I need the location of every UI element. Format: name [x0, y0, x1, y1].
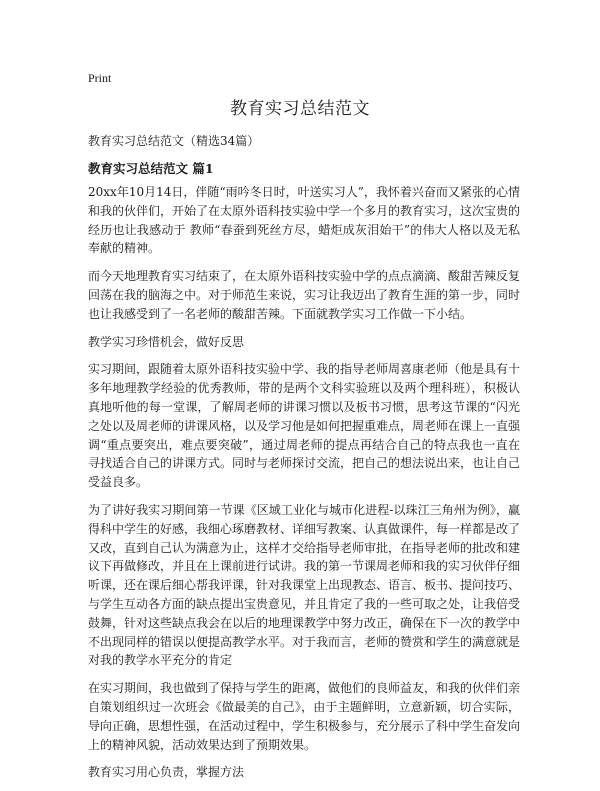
subheading-education-practice: 教育实习用心负责，掌握方法: [88, 765, 245, 780]
print-label: Print: [88, 71, 112, 85]
paragraph-summary: 而今天地理教育实习结束了，在太原外语科技实验中学的点点滴滴、酸甜苦辣反复回荡在我的脑海之中。对于师范生来说，实习让我迈出了教育生涯的第一步，同时也让我感受到了一名老师的酸甜苦辣。下面就教学实习工作做一下小结。: [88, 269, 521, 321]
paragraph-intro: 20xx年10月14日，伴随“雨吟冬日时，叶送实习人”，我怀着兴奋而又紧张的心情和我的伙伴们，开始了在太原外语科技实验中学一个多月的教育实习，这次宝贵的经历也让我感动于 教师“春蚕到死丝方尽，蜡炬成灰泪始干”的伟大人格以及无私奉献的精神。: [88, 185, 521, 256]
section-heading: 教育实习总结范文 篇1: [88, 161, 214, 176]
paragraph-first-lesson: 为了讲好我实习期间第一节课《区域工业化与城市化进程-以珠江三角州为例》，赢得科中学生的好感，我细心琢磨教材、详细写教案、认真做课件，每一样都是改了又改，直到自己认为满意为止，这样才交给指导老师审批，在指导老师的批改和建议下再做修改，并且在上课前进行试讲。我的第一节课周老师和我的实习伙伴仔细听课，还在课后细心帮我评课，针对我课堂上出现教态、语言、板书、提问技巧、与学生互动各方面的缺点提出宝贵意见，并且肯定了我的一些可取之处，让我倍受鼓舞，针对这些缺点我会在以后的地理课教学中努力改正，确保在下一次的教学中不出现同样的错误以便提高教学水平。对于我而言，老师的赞赏和学生的满意就是对我的教学水平充分的肯定: [88, 502, 521, 668]
subheading-teaching-practice: 教学实习珍惜机会，做好反思: [88, 334, 245, 349]
paragraph-class-meeting: 在实习期间，我也做到了保持与学生的距离，做他们的良师益友，和我的伙伴们亲自策划组织过一次班会《做最美的自己》，由于主题鲜明，立意新颖，切合实际，导向正确，思想性强，在活动过程中，学生积极参与，充分展示了科中学生奋发向上的精神风貌，活动效果达到了预期效果。: [88, 681, 521, 752]
paragraph-mentor: 实习期间，跟随着太原外语科技实验中学、我的指导老师周喜康老师（他是具有十多年地理教学经验的优秀教师，带的是两个文科实验班以及两个理科班），积极认真地听他的每一堂课，了解周老师的讲课习惯以及板书习惯，思考这节课的“闪光之处以及周老师的讲课风格，以及学习他是如何把握重难点，周老师在课上一直强调“重点要突出，难点要突破”，通过周老师的提点再结合自己的特点我也一直在寻找适合自己的讲课方式。同时与老师探讨交流，把自己的想法说出来，也让自己受益良多。: [88, 362, 521, 490]
document-subtitle: 教育实习总结范文（精选34篇）: [88, 134, 260, 148]
page-title: 教育实习总结范文: [230, 99, 370, 119]
article-body: [88, 183, 520, 791]
